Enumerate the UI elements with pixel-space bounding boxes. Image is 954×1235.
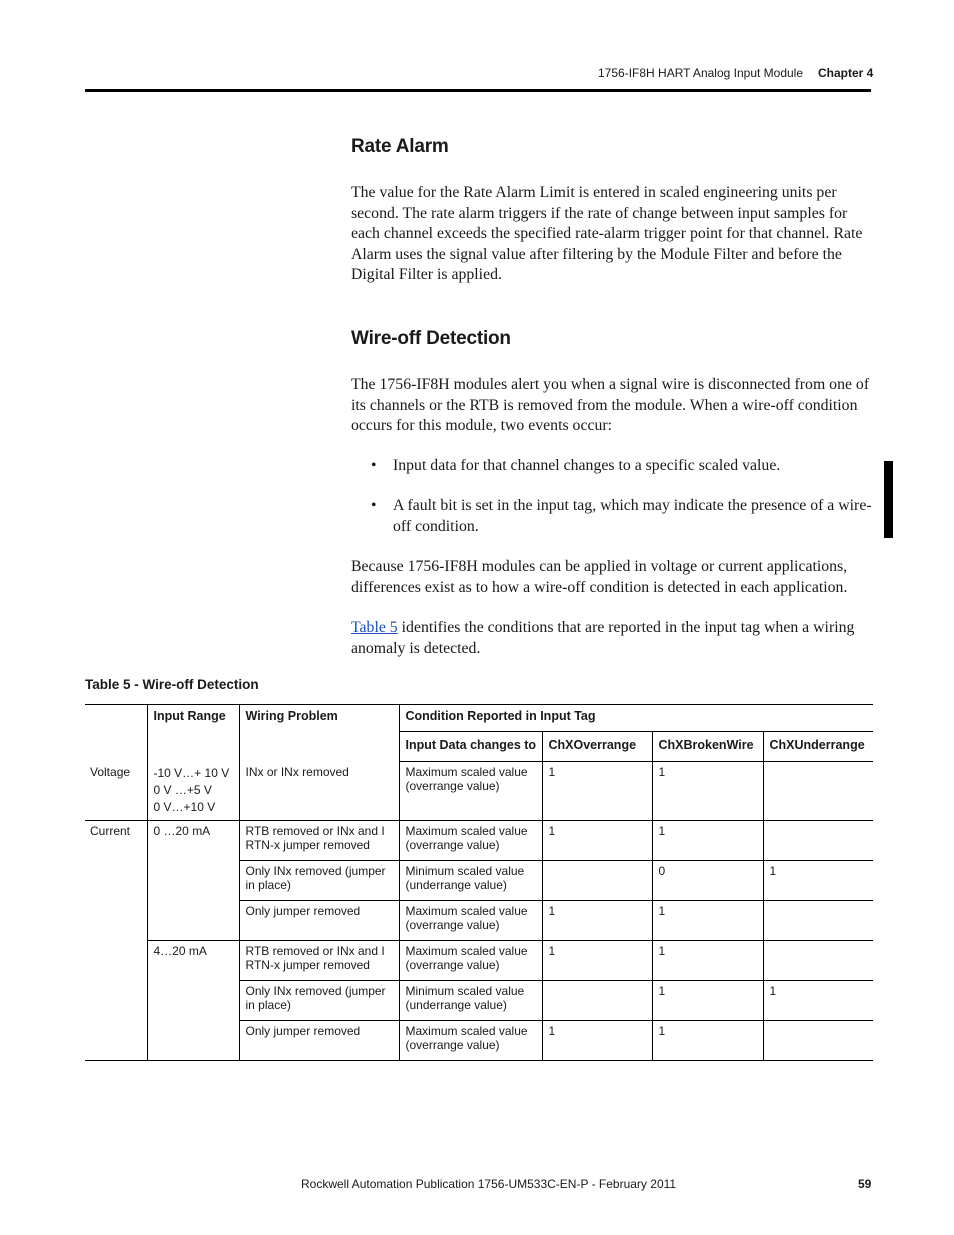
bullet-text: Input data for that channel changes to a specific scaled value. [393,457,781,474]
signal-type-cell: Voltage [85,762,147,821]
rate-alarm-paragraph: The value for the Rate Alarm Limit is entered in scaled engineering units per second. The rate alarm triggers if the rate of change between input samples for each channel exceeds the specified rate-alarm trigger point for that channel. Rate Alarm uses the signal value after filtering by the Module Filter and before the Digital Filter is applied. [351,184,863,283]
brokenwire-cell: 1 [652,1020,763,1060]
overrange-cell: 1 [542,1020,652,1060]
brokenwire-cell: 1 [652,940,763,980]
input-data-cell: Maximum scaled value (overrange value) [399,1020,542,1060]
underrange-cell [763,900,873,940]
input-data-cell: Maximum scaled value (overrange value) [399,900,542,940]
wiring-problem-cell: Only INx removed (jumper in place) [239,980,399,1020]
rate-alarm-heading: Rate Alarm [351,136,449,157]
bullet-item [371,496,873,537]
table-5-link[interactable]: Table 5 [351,619,398,636]
header-brokenwire: ChXBrokenWire [652,732,763,762]
bullet-text: A fault bit is set in the input tag, which may indicate the presence of a wire-off condition. [393,497,872,535]
input-data-cell: Maximum scaled value (overrange value) [399,762,542,821]
brokenwire-cell: 1 [652,820,763,860]
table-reference-text: identifies the conditions that are reported in the input tag when a wiring anomaly is detected. [351,619,855,657]
overrange-cell: 1 [542,940,652,980]
input-range-cell: 4…20 mA [147,940,239,1060]
range-line: -10 V…+ 10 V [153,765,230,780]
wire-off-intro: The 1756-IF8H modules alert you when a signal wire is disconnected from one of its channels or the RTB is removed from the module. When a wire-off condition occurs for this module, two events occur: [351,376,870,434]
underrange-cell: 1 [763,860,873,900]
input-data-cell: Maximum scaled value (overrange value) [399,820,542,860]
range-line: 0 V …+5 V [153,782,212,797]
brokenwire-cell: 1 [652,980,763,1020]
bullet-icon: • [371,497,377,514]
wiring-problem-cell: RTB removed or INx and I RTN-x jumper removed [239,940,399,980]
underrange-cell: 1 [763,980,873,1020]
input-data-cell: Minimum scaled value (underrange value) [399,860,542,900]
header-condition: Condition Reported in Input Tag [399,705,873,732]
header-type-blank [85,705,147,762]
input-data-cell: Minimum scaled value (underrange value) [399,980,542,1020]
range-line: 0 V…+10 V [153,799,216,814]
wiring-problem-cell: Only jumper removed [239,1020,399,1060]
input-data-cell: Maximum scaled value (overrange value) [399,940,542,980]
wiring-problem-cell: INx or INx removed [239,762,399,821]
brokenwire-cell: 1 [652,762,763,821]
footer-publication: Rockwell Automation Publication 1756-UM533C-EN-P - February 2011 [301,1177,677,1191]
header-wiring-problem: Wiring Problem [239,705,399,762]
wire-off-table [85,704,873,1061]
input-range-cell [147,762,239,821]
brokenwire-cell: 1 [652,900,763,940]
chapter-thumb-tab [884,461,893,538]
overrange-cell [542,860,652,900]
because-paragraph: Because 1756-IF8H modules can be applied in voltage or current applications, differences exist as to how a wire-off condition is detected in each application. [351,558,848,596]
overrange-cell: 1 [542,820,652,860]
brokenwire-cell: 0 [652,860,763,900]
header-overrange: ChXOverrange [542,732,652,762]
underrange-cell [763,820,873,860]
table-caption: Table 5 - Wire-off Detection [85,677,259,692]
running-header-title: 1756-IF8H HART Analog Input Module [598,66,804,80]
underrange-cell [763,1020,873,1060]
table-row [85,820,873,860]
header-rule [85,89,871,92]
page-number: 59 [858,1177,872,1191]
underrange-cell [763,940,873,980]
table-row [85,940,873,980]
input-range-cell: 0 …20 mA [147,820,239,940]
signal-type-cell: Current [85,820,147,1060]
wiring-problem-cell: RTB removed or INx and I RTN-x jumper removed [239,820,399,860]
overrange-cell [542,980,652,1020]
wire-off-heading: Wire-off Detection [351,328,511,349]
header-underrange: ChXUnderrange [763,732,873,762]
running-header-chapter: Chapter 4 [818,66,874,80]
bullet-item [371,456,873,477]
bullet-icon: • [371,457,377,474]
header-input-data: Input Data changes to [399,732,542,762]
overrange-cell: 1 [542,900,652,940]
underrange-cell [763,762,873,821]
table-row [85,762,873,821]
wiring-problem-cell: Only INx removed (jumper in place) [239,860,399,900]
table-reference-paragraph [351,618,871,659]
overrange-cell: 1 [542,762,652,821]
header-input-range: Input Range [147,705,239,762]
wiring-problem-cell: Only jumper removed [239,900,399,940]
